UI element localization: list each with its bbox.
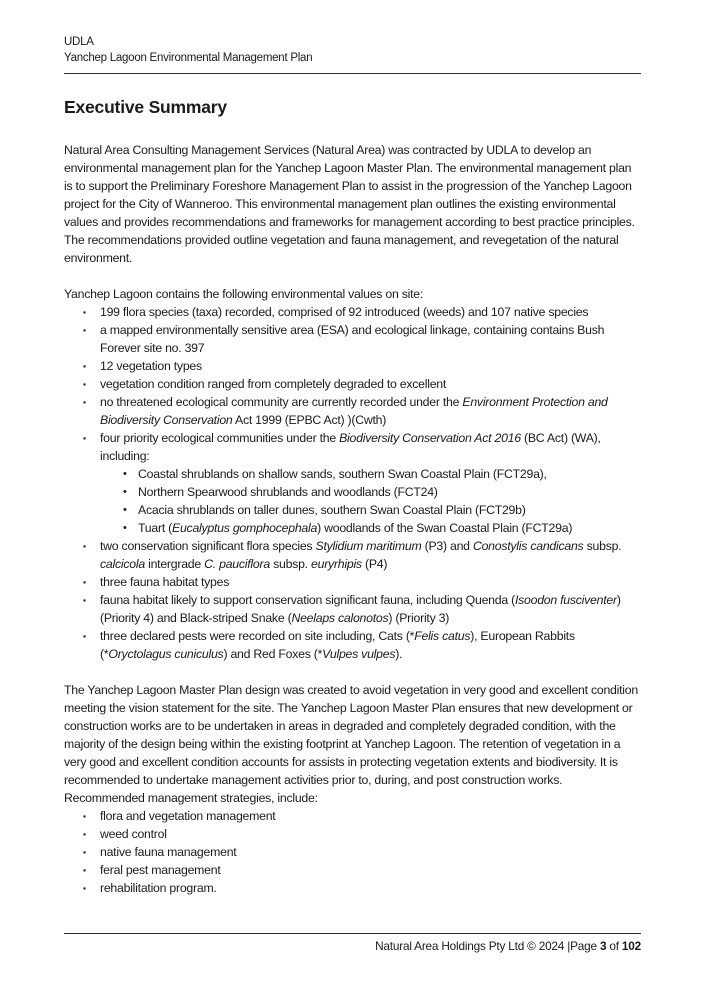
list-item: ▪ vegetation condition ranged from completely degraded to excellent	[100, 375, 641, 393]
sub-list-item: • Northern Spearwood shrublands and woodlands (FCT24)	[138, 483, 641, 501]
header-doc-title: Yanchep Lagoon Environmental Management Plan	[64, 52, 313, 64]
list-item: ▪ rehabilitation program.	[100, 879, 641, 897]
header-org: UDLA	[64, 36, 94, 48]
document-header	[64, 34, 641, 74]
list-item: ▪ 199 flora species (taxa) recorded, comprised of 92 introduced (weeds) and 107 native species	[100, 303, 641, 321]
sub-list-item: • Coastal shrublands on shallow sands, southern Swan Coastal Plain (FCT29a),	[138, 465, 641, 483]
sub-list	[100, 465, 641, 537]
document-footer	[64, 933, 641, 954]
sub-list-item: • Acacia shrublands on taller dunes, southern Swan Coastal Plain (FCT29b)	[138, 501, 641, 519]
list-item: ▪ feral pest management	[100, 861, 641, 879]
list-item: ▪ native fauna management	[100, 843, 641, 861]
master-plan-paragraph: The Yanchep Lagoon Master Plan design was created to avoid vegetation in very good and excellent condition meeting the vision statement for the site. The Yanchep Lagoon Master Plan ensures that new development or construction works are to be undertaken in areas in degraded and completely degraded condition, with the majority of the design being within the existing footprint at Yanchep Lagoon. The retention of vegetation in a very good and excellent condition accounts for assists in protecting vegetation extents and biodiversity. It is recommended to undertake management activities prior to, during, and post construction works. Recommended management strategies, include:	[64, 683, 638, 805]
list-item: ▪ no threatened ecological community are currently recorded under the Environment Protection and Biodiversity Conservation Act 1999 (EPBC Act) )(Cwth)	[100, 393, 641, 429]
list-item: ▪ three declared pests were recorded on site including, Cats (*Felis catus), European Rabbits (*Oryctolagus cuniculus) and Red Foxes (*Vulpes vulpes).	[100, 627, 641, 663]
list-item: ▪ 12 vegetation types	[100, 357, 641, 375]
list-item: ▪ a mapped environmentally sensitive area (ESA) and ecological linkage, containing contains Bush Forever site no. 397	[100, 321, 641, 357]
list-item: ▪ four priority ecological communities under the Biodiversity Conservation Act 2016 (BC Act) (WA), including: • Coastal shrublands on shallow sands, southern Swan Coastal Plain (FCT29a), • Northern Spearwood shrublands and woodlands (FCT24) • Acacia shrublands on taller dunes, southern Swan Coastal Plain (FCT29b) • Tuart (Eucalyptus gomphocephala) woodlands of the Swan Coastal Plain (FCT29a)	[100, 429, 641, 537]
sub-list-item: • Tuart (Eucalyptus gomphocephala) woodlands of the Swan Coastal Plain (FCT29a)	[138, 519, 641, 537]
list-item: ▪ three fauna habitat types	[100, 573, 641, 591]
values-intro: Yanchep Lagoon contains the following environmental values on site:	[64, 287, 424, 301]
document-page	[64, 34, 641, 897]
page-title: Executive Summary	[64, 97, 227, 117]
strategies-list	[64, 807, 641, 897]
list-item: ▪ two conservation significant flora species Stylidium maritimum (P3) and Conostylis candicans subsp. calcicola intergrade C. pauciflora subsp. euryrhipis (P4)	[100, 537, 641, 573]
list-item: ▪ weed control	[100, 825, 641, 843]
list-item: ▪ flora and vegetation management	[100, 807, 641, 825]
intro-paragraph: Natural Area Consulting Management Services (Natural Area) was contracted by UDLA to develop an environmental management plan for the Yanchep Lagoon Master Plan. The environmental management plan is to support the Preliminary Foreshore Management Plan to assist in the progression of the Yanchep Lagoon project for the City of Wanneroo. This environmental management plan outlines the existing environmental values and provides recommendations and frameworks for management according to best practice principles. The recommendations provided outline vegetation and fauna management, and revegetation of the natural environment.	[64, 143, 635, 265]
environmental-values-list	[64, 303, 641, 663]
footer-text: Natural Area Holdings Pty Ltd © 2024 |Page 3 of 102	[375, 939, 641, 953]
list-item: ▪ fauna habitat likely to support conservation significant fauna, including Quenda (Isoodon fusciventer) (Priority 4) and Black-striped Snake (Neelaps calonotos) (Priority 3)	[100, 591, 641, 627]
